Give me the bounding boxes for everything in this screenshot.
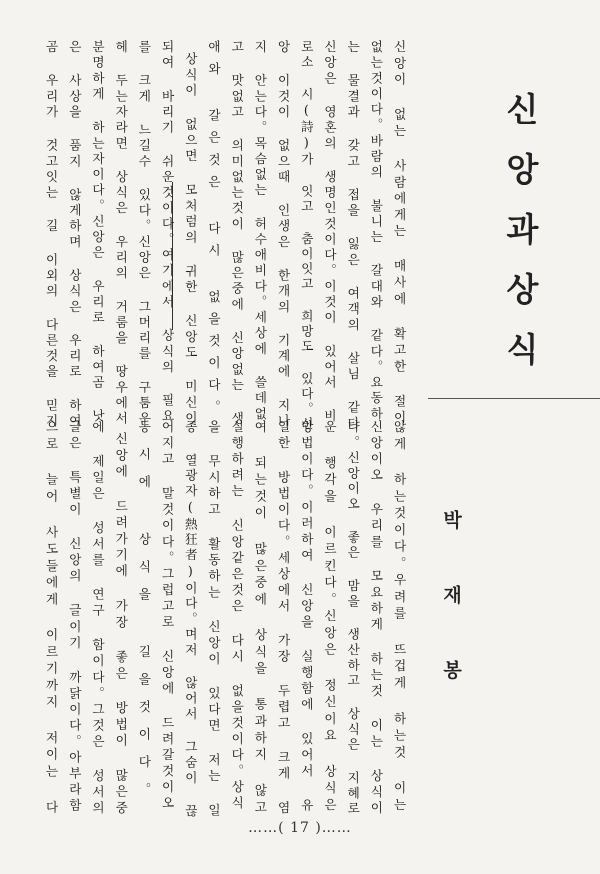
text-column: 방법이다。이러하여 신앙을 실행함에 있어서 유 — [298, 420, 314, 815]
divider-line — [428, 398, 600, 399]
text-column: 은 사상을 품지 않게하며 상식은 우리로 하여 — [66, 40, 82, 430]
author-name: 박재봉 — [440, 510, 462, 735]
text-column: 고 맛없고 의미없는것이 많은중에 신앙없는 생 — [229, 40, 245, 428]
article-title: 신앙과상식 — [501, 92, 540, 392]
text-column: 글은 특별이 신앙의 글이기 까닭이다。아부라함 — [66, 420, 82, 815]
text-column: 없는것이다。바람의 불니는 갈대와 같다。요동하 — [368, 40, 384, 423]
text-column: 운 행각을 이르킨다。신앙은 정신이요 상식은 — [321, 420, 337, 815]
text-column: 다。신앙이오 좋은 맘을 생산하고 상식은 지혜로 — [345, 420, 361, 817]
text-column: 되여 바리기 쉬운것이다。여기에서 상식의 필요 — [159, 40, 175, 425]
text-column: 으로 늘어 사도들에게 이르기까지 저이는 다 — [43, 420, 59, 818]
text-column: 신앙에 드려가기에 가장 좋은 방법이 많은중 — [113, 432, 129, 818]
text-column: 신앙이 없는 사람에게는 매사에 확고한 절이 — [391, 40, 407, 427]
text-column: 신앙은 영혼의 생명인것이다。이것이 있어서 비 — [321, 40, 337, 425]
text-column: 앙 이것이 없으때 인생은 한개의 기계에 지나 — [275, 40, 291, 430]
text-column: 상식이 없으면 모처럼의 귀한 신앙도 미신이 — [182, 52, 198, 427]
text-column: 여 되는것이 많은중에 상식을 통과하지 않고 — [252, 420, 268, 818]
text-column: 실행하려는 신앙같은것은 다시 없을것이다。상식 — [229, 420, 245, 813]
text-column: 일한 방법이다。세상에서 가장 두렵고 크게 염 — [275, 420, 291, 817]
text-column: 을 무시하고 활동하는 신앙이 있다면 저는 일 — [205, 420, 221, 820]
text-column: 애와 갈은것은 다시 없을것이다。 — [205, 40, 221, 423]
text-column: 분명하게 하는자이다。신앙은 우리로 하여곰 낫 — [89, 40, 105, 425]
text-column: 를 크게 느길수 있다。신앙은 그머리를 구툼우 — [136, 40, 152, 428]
text-column: 어지고 말것이다。그럽고로 신앙에 드려갈것이오 — [159, 420, 175, 813]
text-column: 로소 시(詩)가 잇고 춤이잇고 희망도 있다。신 — [298, 40, 314, 432]
text-column: 는 물결과 갖고 접을 잃은 여객의 살님 같다 — [345, 40, 361, 432]
text-column: 종 열광자(熱狂者)이다。며저 않어서 그숨이 끊 — [182, 420, 198, 820]
text-column: 않게 하는것이다。우려를 뜨겁게 하는것 이는 — [391, 420, 407, 815]
page-number: ……( 17 )…… — [248, 820, 352, 836]
text-column: 헤 두는자라면 상식은 우리의 거룸을 땅우에서 — [113, 40, 129, 428]
text-column: 신앙이오 우리를 모요하게 하는것 이는 상식이 — [368, 420, 384, 817]
text-column: 에 제일은 성서를 연구 함이다。그것은 성서의 — [89, 420, 105, 817]
text-column: 지 안는다。목슴없는 허수애비다。세상에 쓸데없 — [252, 40, 268, 423]
text-column: 곰 우리가 것고잇는 길 이외의 다른것을 믿지 — [43, 40, 59, 430]
text-column: 동시에 상식을 길을것이다。 — [136, 420, 152, 810]
